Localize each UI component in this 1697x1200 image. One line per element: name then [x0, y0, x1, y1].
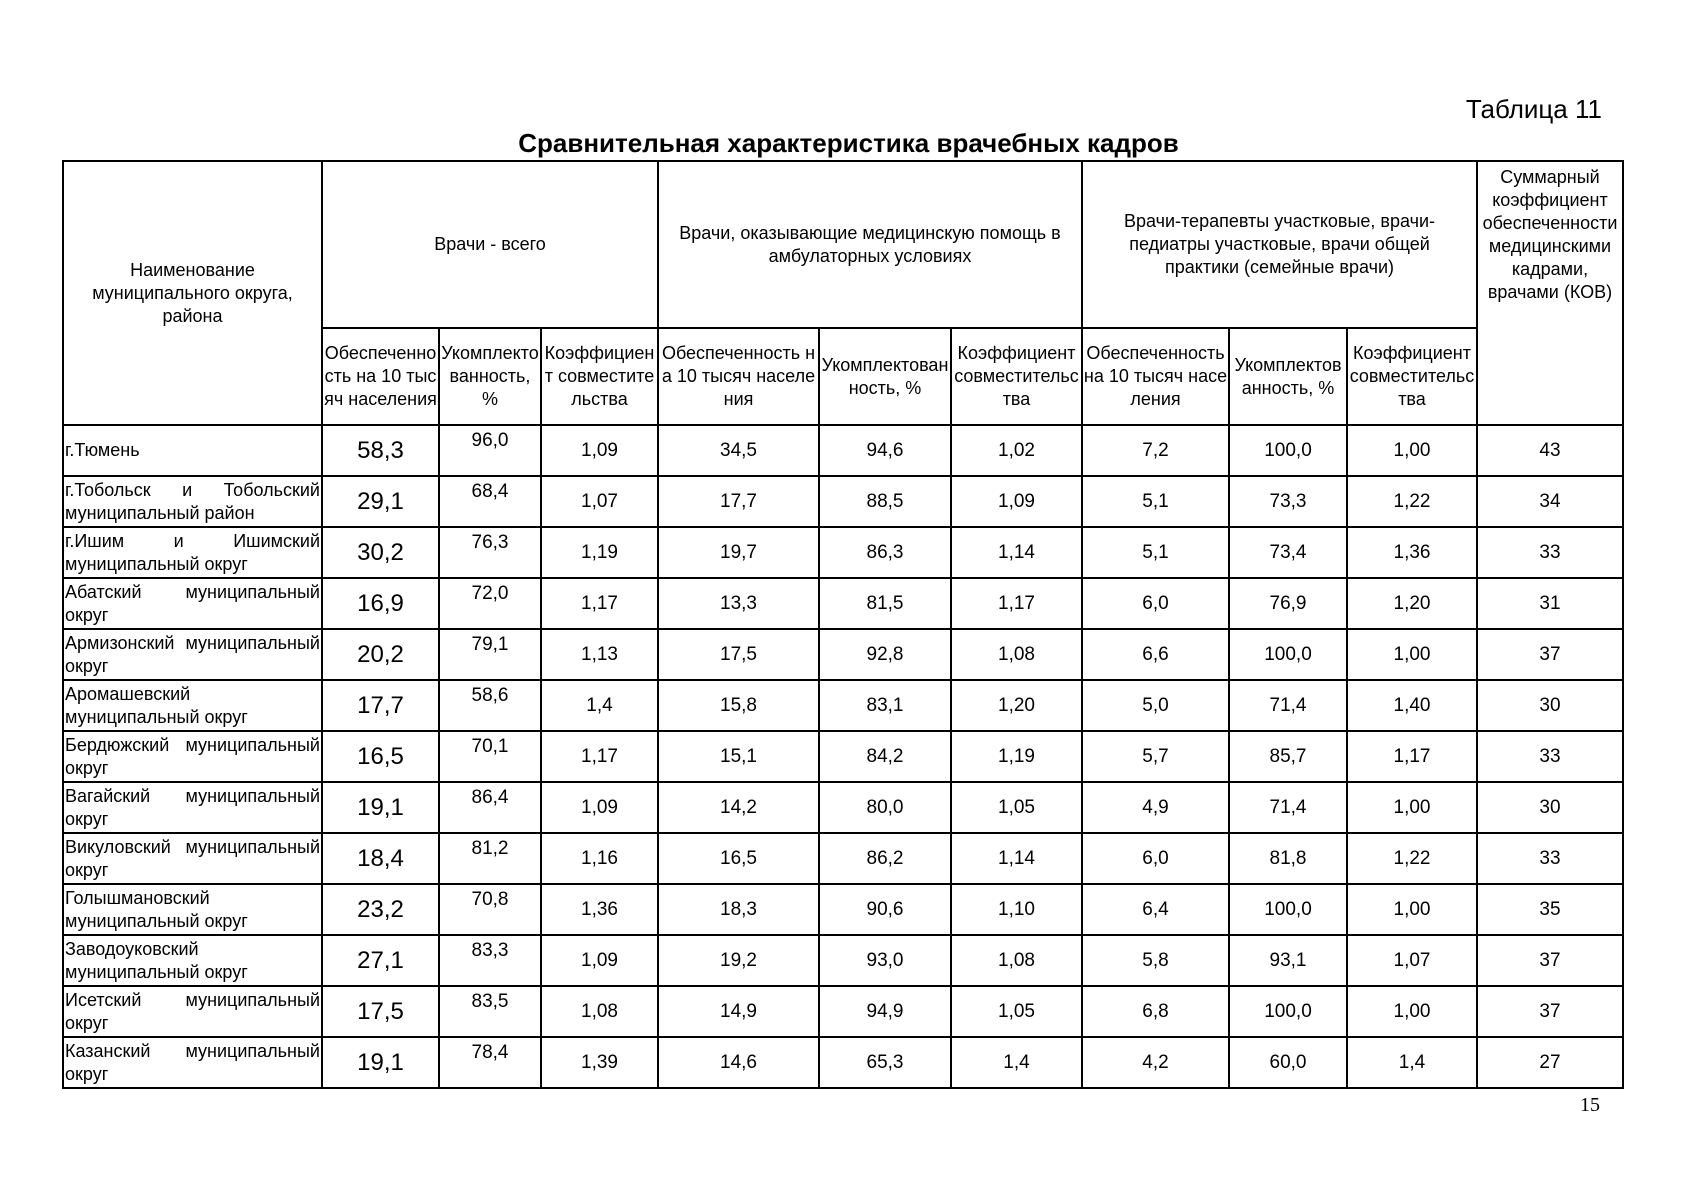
table-row [63, 1037, 1623, 1088]
cell-loc-provision: 5,0 [1082, 680, 1229, 731]
header-all-coefficient: Коэффициент совместительства [541, 328, 658, 425]
row-name: Голышмановский муниципальный округ [63, 884, 322, 935]
table-row [63, 935, 1623, 986]
cell-all-staffing: 72,0 [439, 578, 541, 629]
cell-loc-coefficient: 1,20 [1347, 578, 1477, 629]
cell-loc-provision: 5,1 [1082, 476, 1229, 527]
cell-amb-staffing: 80,0 [819, 782, 951, 833]
cell-amb-provision: 34,5 [658, 425, 819, 476]
table-body [63, 425, 1623, 1088]
cell-all-coefficient: 1,17 [541, 731, 658, 782]
cell-amb-staffing: 93,0 [819, 935, 951, 986]
cell-loc-staffing: 73,4 [1229, 527, 1347, 578]
cell-kov: 30 [1477, 680, 1623, 731]
cell-amb-staffing: 88,5 [819, 476, 951, 527]
cell-all-provision: 27,1 [322, 935, 439, 986]
cell-loc-provision: 6,8 [1082, 986, 1229, 1037]
cell-all-staffing: 78,4 [439, 1037, 541, 1088]
row-name: Абатский муниципальный округ [63, 578, 322, 629]
cell-loc-coefficient: 1,4 [1347, 1037, 1477, 1088]
cell-amb-coefficient: 1,14 [951, 833, 1082, 884]
cell-loc-staffing: 76,9 [1229, 578, 1347, 629]
cell-all-provision: 19,1 [322, 782, 439, 833]
cell-amb-provision: 17,5 [658, 629, 819, 680]
header-loc-coefficient: Коэффициент совместительства [1347, 328, 1477, 425]
table-row [63, 731, 1623, 782]
cell-all-staffing: 81,2 [439, 833, 541, 884]
cell-loc-provision: 6,6 [1082, 629, 1229, 680]
staffing-table [62, 160, 1624, 1089]
cell-amb-provision: 15,1 [658, 731, 819, 782]
cell-amb-provision: 18,3 [658, 884, 819, 935]
cell-loc-provision: 5,7 [1082, 731, 1229, 782]
cell-all-staffing: 83,3 [439, 935, 541, 986]
cell-all-staffing: 76,3 [439, 527, 541, 578]
cell-kov: 33 [1477, 527, 1623, 578]
cell-all-coefficient: 1,16 [541, 833, 658, 884]
cell-loc-coefficient: 1,00 [1347, 629, 1477, 680]
table-row [63, 986, 1623, 1037]
cell-loc-coefficient: 1,00 [1347, 782, 1477, 833]
cell-amb-coefficient: 1,19 [951, 731, 1082, 782]
cell-all-provision: 23,2 [322, 884, 439, 935]
cell-loc-staffing: 100,0 [1229, 629, 1347, 680]
table-row [63, 476, 1623, 527]
table-number-label: Таблица 11 [1465, 94, 1602, 124]
table-row [63, 425, 1623, 476]
header-amb-staffing: Укомплектованность, % [819, 328, 951, 425]
table-row [63, 629, 1623, 680]
table-row [63, 782, 1623, 833]
row-name: Бердюжский муниципальный округ [63, 731, 322, 782]
cell-amb-provision: 13,3 [658, 578, 819, 629]
cell-loc-provision: 5,1 [1082, 527, 1229, 578]
cell-kov: 35 [1477, 884, 1623, 935]
row-name: Армизонский муниципальный округ [63, 629, 322, 680]
cell-all-coefficient: 1,19 [541, 527, 658, 578]
cell-all-coefficient: 1,13 [541, 629, 658, 680]
row-name: Вагайский муниципальный округ [63, 782, 322, 833]
cell-amb-staffing: 86,3 [819, 527, 951, 578]
cell-amb-staffing: 83,1 [819, 680, 951, 731]
cell-amb-coefficient: 1,20 [951, 680, 1082, 731]
cell-all-provision: 17,5 [322, 986, 439, 1037]
table-title: Сравнительная характеристика врачебных кадров [518, 128, 1179, 158]
row-name: г.Ишим и Ишимский муниципальный округ [63, 527, 322, 578]
cell-loc-staffing: 71,4 [1229, 680, 1347, 731]
cell-loc-provision: 4,9 [1082, 782, 1229, 833]
cell-loc-staffing: 100,0 [1229, 425, 1347, 476]
cell-loc-staffing: 85,7 [1229, 731, 1347, 782]
table-row [63, 833, 1623, 884]
header-all-staffing: Укомплектованность, % [439, 328, 541, 425]
cell-kov: 34 [1477, 476, 1623, 527]
cell-amb-provision: 14,6 [658, 1037, 819, 1088]
cell-loc-staffing: 60,0 [1229, 1037, 1347, 1088]
table-row [63, 578, 1623, 629]
cell-all-provision: 19,1 [322, 1037, 439, 1088]
cell-loc-staffing: 100,0 [1229, 884, 1347, 935]
cell-kov: 33 [1477, 731, 1623, 782]
header-loc-staffing: Укомплектованность, % [1229, 328, 1347, 425]
cell-all-staffing: 68,4 [439, 476, 541, 527]
cell-all-provision: 16,9 [322, 578, 439, 629]
cell-amb-staffing: 86,2 [819, 833, 951, 884]
cell-amb-coefficient: 1,09 [951, 476, 1082, 527]
cell-loc-staffing: 100,0 [1229, 986, 1347, 1037]
cell-loc-staffing: 71,4 [1229, 782, 1347, 833]
header-group-outpatient: Врачи, оказывающие медицинскую помощь в амбулаторных условиях [658, 161, 1082, 328]
cell-amb-staffing: 81,5 [819, 578, 951, 629]
row-name: г.Тобольск и Тобольский муниципальный район [63, 476, 322, 527]
cell-all-coefficient: 1,17 [541, 578, 658, 629]
cell-amb-coefficient: 1,17 [951, 578, 1082, 629]
header-loc-provision: Обеспеченность на 10 тысяч населения [1082, 328, 1229, 425]
row-name: Казанский муниципальный округ [63, 1037, 322, 1088]
cell-amb-staffing: 84,2 [819, 731, 951, 782]
cell-all-coefficient: 1,4 [541, 680, 658, 731]
cell-all-coefficient: 1,09 [541, 425, 658, 476]
cell-loc-coefficient: 1,00 [1347, 425, 1477, 476]
cell-amb-staffing: 92,8 [819, 629, 951, 680]
cell-loc-coefficient: 1,00 [1347, 986, 1477, 1037]
table-header [63, 161, 1623, 425]
table-row [63, 527, 1623, 578]
cell-all-provision: 30,2 [322, 527, 439, 578]
cell-amb-provision: 14,9 [658, 986, 819, 1037]
cell-kov: 27 [1477, 1037, 1623, 1088]
cell-all-provision: 20,2 [322, 629, 439, 680]
cell-loc-coefficient: 1,22 [1347, 476, 1477, 527]
cell-amb-provision: 19,7 [658, 527, 819, 578]
header-group-district-doctors: Врачи-терапевты участковые, врачи-педиатры участковые, врачи общей практики (семейные врачи) [1082, 161, 1477, 328]
cell-all-coefficient: 1,39 [541, 1037, 658, 1088]
cell-all-staffing: 79,1 [439, 629, 541, 680]
page-number: 15 [1580, 1094, 1600, 1116]
cell-loc-coefficient: 1,00 [1347, 884, 1477, 935]
cell-amb-coefficient: 1,05 [951, 782, 1082, 833]
cell-all-staffing: 70,1 [439, 731, 541, 782]
cell-kov: 37 [1477, 986, 1623, 1037]
cell-amb-provision: 15,8 [658, 680, 819, 731]
cell-amb-provision: 16,5 [658, 833, 819, 884]
row-name: Аромашевский муниципальный округ [63, 680, 322, 731]
cell-loc-coefficient: 1,40 [1347, 680, 1477, 731]
cell-amb-staffing: 94,9 [819, 986, 951, 1037]
cell-loc-provision: 6,4 [1082, 884, 1229, 935]
cell-all-staffing: 96,0 [439, 425, 541, 476]
cell-loc-staffing: 81,8 [1229, 833, 1347, 884]
cell-loc-provision: 5,8 [1082, 935, 1229, 986]
cell-all-staffing: 70,8 [439, 884, 541, 935]
row-name: г.Тюмень [63, 425, 322, 476]
row-name: Заводоуковский муниципальный округ [63, 935, 322, 986]
cell-all-staffing: 58,6 [439, 680, 541, 731]
cell-amb-staffing: 65,3 [819, 1037, 951, 1088]
cell-kov: 30 [1477, 782, 1623, 833]
header-name: Наименование муниципального округа, района [63, 161, 322, 425]
cell-kov: 31 [1477, 578, 1623, 629]
header-amb-provision: Обеспеченность на 10 тысяч населения [658, 328, 819, 425]
header-amb-coefficient: Коэффициент совместительства [951, 328, 1082, 425]
table-row [63, 680, 1623, 731]
cell-amb-staffing: 94,6 [819, 425, 951, 476]
cell-loc-coefficient: 1,36 [1347, 527, 1477, 578]
cell-amb-coefficient: 1,14 [951, 527, 1082, 578]
cell-all-provision: 29,1 [322, 476, 439, 527]
cell-amb-provision: 19,2 [658, 935, 819, 986]
cell-loc-provision: 6,0 [1082, 578, 1229, 629]
cell-kov: 43 [1477, 425, 1623, 476]
cell-amb-coefficient: 1,05 [951, 986, 1082, 1037]
cell-amb-provision: 14,2 [658, 782, 819, 833]
cell-all-coefficient: 1,09 [541, 782, 658, 833]
row-name: Исетский муниципальный округ [63, 986, 322, 1037]
cell-loc-coefficient: 1,07 [1347, 935, 1477, 986]
cell-amb-coefficient: 1,10 [951, 884, 1082, 935]
cell-loc-staffing: 73,3 [1229, 476, 1347, 527]
cell-all-coefficient: 1,36 [541, 884, 658, 935]
cell-kov: 33 [1477, 833, 1623, 884]
cell-amb-provision: 17,7 [658, 476, 819, 527]
cell-amb-coefficient: 1,4 [951, 1037, 1082, 1088]
cell-all-coefficient: 1,08 [541, 986, 658, 1037]
row-name: Викуловский муниципальный округ [63, 833, 322, 884]
cell-loc-coefficient: 1,17 [1347, 731, 1477, 782]
header-group-all-doctors: Врачи - всего [322, 161, 658, 328]
cell-loc-provision: 4,2 [1082, 1037, 1229, 1088]
header-all-provision: Обеспеченность на 10 тысяч населения [322, 328, 439, 425]
cell-loc-staffing: 93,1 [1229, 935, 1347, 986]
cell-all-provision: 18,4 [322, 833, 439, 884]
cell-kov: 37 [1477, 935, 1623, 986]
cell-all-coefficient: 1,07 [541, 476, 658, 527]
cell-all-provision: 17,7 [322, 680, 439, 731]
table-row [63, 884, 1623, 935]
cell-loc-coefficient: 1,22 [1347, 833, 1477, 884]
cell-all-provision: 16,5 [322, 731, 439, 782]
cell-amb-coefficient: 1,08 [951, 629, 1082, 680]
cell-amb-coefficient: 1,08 [951, 935, 1082, 986]
cell-loc-provision: 7,2 [1082, 425, 1229, 476]
cell-amb-coefficient: 1,02 [951, 425, 1082, 476]
cell-all-coefficient: 1,09 [541, 935, 658, 986]
cell-all-staffing: 86,4 [439, 782, 541, 833]
cell-all-provision: 58,3 [322, 425, 439, 476]
cell-loc-provision: 6,0 [1082, 833, 1229, 884]
cell-kov: 37 [1477, 629, 1623, 680]
header-kov: Суммарный коэффициент обеспеченности медицинскими кадрами, врачами (КОВ) [1477, 161, 1623, 425]
cell-amb-staffing: 90,6 [819, 884, 951, 935]
cell-all-staffing: 83,5 [439, 986, 541, 1037]
